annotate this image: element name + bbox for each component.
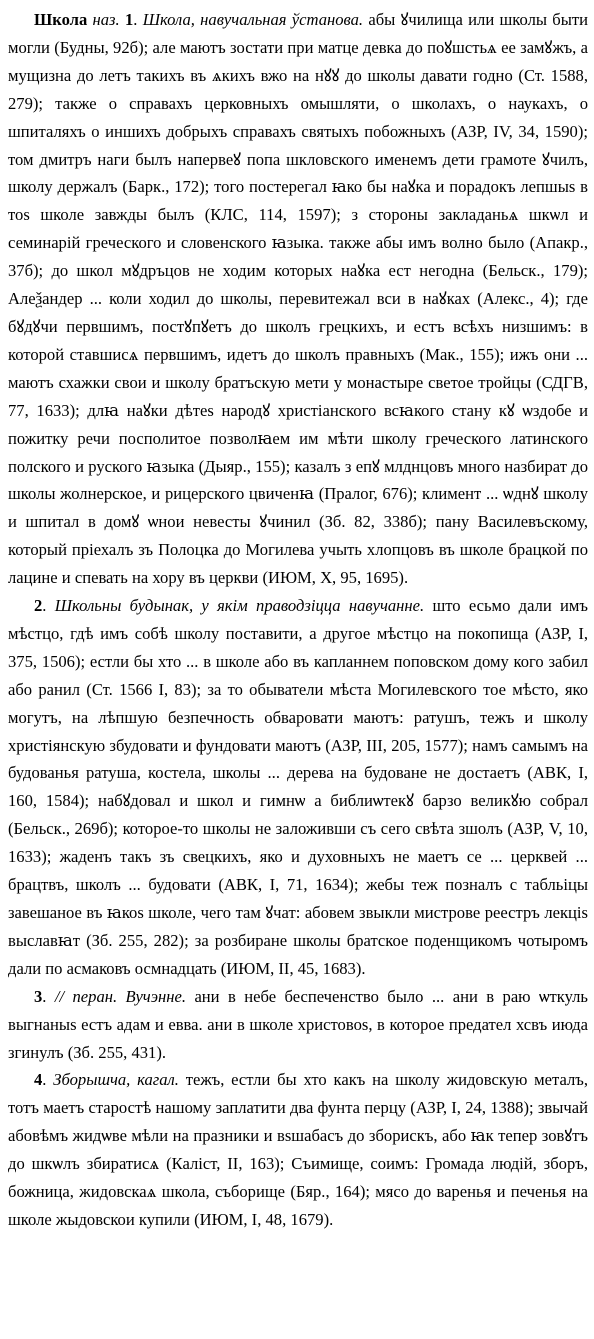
sense-gloss: Зборышча, кагал.	[53, 1070, 179, 1090]
sense-4: 4. Зборышча, кагал. тежъ, естли бы хто какъ на школу жидовскую металъ, тотъ маетъ старостѣ нашому заплатити два фунта перцу (АЗР, I, 24, 1388); звычай абовѣмъ жидѡве мѣли на празники и вѕшабасъ до зборискъ, або ꙗк тепер зовꙋтъ до шкѡлъ збиратисѧ (Каліст, II, 163); Съимище, соимъ: Громада людій, зборъ, божница, жидовскаѧ школа, съборище (Бяр., 164); мясо до варенья и печенья на школе жыдовскои купили (ИЮМ, I, 48, 1679).	[8, 1070, 589, 1229]
sense-number: 1	[124, 10, 134, 29]
sense-gloss: // перан. Вучэнне.	[54, 986, 187, 1006]
sense-number: 2	[34, 596, 43, 616]
sense-1: Школа наз. 1. Школа, навучальная ўстанова. абы ꙋчилища или школы быти могли (Будны, 92б); але маютъ зостати при матце девка до поꙋшстьѧ ее замꙋжъ, а мущизна до летъ такихъ въ ѧкихъ вжо на нꙋꙋ до школы давати годно (Ст. 1588, 279); также о справахъ церковныхъ омышляти, о школахъ, о наукахъ, о шпиталяхъ о иншихъ добрыхъ справахъ святыхъ побожныхъ (АЗР, IV, 34, 1590); том дмитръ наги былъ напервеꙋ попа шкловского именемъ дети грамоте ꙋчилъ, школу держалъ (Барк., 172); того постерегал ꙗко бы наꙋка и порадокъ лепшыѕ в тоѕ школе завжды былъ (КЛС, 114, 1597); з стороны закладаньѧ шкѡл и семинарій греческого и словенского ꙗзыка. также абы имъ волно было (Апакр., 37б); до школ мꙋдръцов не ходим которых наꙋка ест негодна (Бельск., 179); Алеѯандер ... коли ходил до школы, перевитежал вси в наꙋках (Алекс., 4); где бꙋдꙋчи первшимъ, постꙋпꙋетъ до школъ грецкихъ, и естъ всѣхъ низшимъ: в которой ставшисѧ первшимъ, идетъ до школъ правныхъ (Мак., 155); ижъ они ... маютъ схажки свои и школу братъскую мети у монастыре светое тройцы (СДГВ, 77, 1633); длꙗ наꙋки дѣтеѕ народꙋ христіанского всꙗкого стану кꙋ ѡздобе и пожитку речи посполитое позволꙗем им мѣти школу греческого латинского полского и руского ꙗзыка (Дыяр., 155); казалъ з епꙋ млднцовъ много назбират до школы жолнерское, и рицерского цвиченꙗ (Пралог, 676); климент ... ѡднꙋ школу и шпитал в домꙋ ѡнои невесты ꙋчинил (Зб. 82, 338б); пану Василевъскому, который прiехалъ зъ Полоцка до Могилева учыть хлопцовъ въ школе брацкой по лацине и спевать на хору въ церкви (ИЮМ, X, 95, 1695).	[8, 10, 588, 588]
sense-number: 4	[34, 1070, 43, 1090]
sense-gloss: Школьны будынак, у якім праводзіцца навучанне.	[54, 596, 425, 616]
sense-citations: абы ꙋчилища или школы быти могли (Будны, 92б); але маютъ зостати при матце девка до поꙋшстьѧ ее замꙋжъ, а мущизна до летъ такихъ въ ѧкихъ вжо на нꙋꙋ до школы давати годно (Ст. 1588, 279); также о справахъ церковныхъ омышляти, о школахъ, о наукахъ, о шпиталяхъ о иншихъ добрыхъ справахъ святыхъ побожныхъ (АЗР, IV, 34, 1590); том дмитръ наги былъ напервеꙋ попа шкловского именемъ дети грамоте ꙋчилъ, школу держалъ (Барк., 172); того постерегал ꙗко бы наꙋка и порадокъ лепшыѕ в тоѕ школе завжды былъ (КЛС, 114, 1597); з стороны закладаньѧ шкѡл и семинарій греческого и словенского ꙗзыка. также абы имъ волно было (Апакр., 37б); до школ мꙋдръцов не ходим которых наꙋка ест негодна (Бельск., 179); Алеѯандер ... коли ходил до школы, перевитежал вси в наꙋках (Алекс., 4); где бꙋдꙋчи первшимъ, постꙋпꙋетъ до школъ грецкихъ, и естъ всѣхъ низшимъ: в которой ставшисѧ первшимъ, идетъ до школъ правныхъ (Мак., 155); ижъ они ... маютъ схажки свои и школу братъскую мети у монастыре светое тройцы (СДГВ, 77, 1633); длꙗ наꙋки дѣтеѕ народꙋ христіанского всꙗкого стану кꙋ ѡздобе и пожитку речи посполитое позволꙗем им мѣти школу греческого латинского полского и руского ꙗзыка (Дыяр., 155); казалъ з епꙋ млднцовъ много назбират до школы жолнерское, и рицерского цвиченꙗ (Пралог, 676); климент ... ѡднꙋ школу и шпитал в домꙋ ѡнои невесты ꙋчинил (Зб. 82, 338б); пану Василевъскому, который прiехалъ зъ Полоцка до Могилева учыть хлопцовъ въ школе брацкой по лацине и спевать на хору въ церкви (ИЮМ, X, 95, 1695).	[8, 10, 588, 588]
sense-gloss: Школа, навучальная ўстанова.	[142, 10, 364, 29]
sense-citations: ани в небе беспеченство было ... ани в раю ѡткуль выгнаныѕ естъ адам и евва. ани в школе христовоѕ, в которое предател хсвъ июда згинулъ (Зб. 255, 431).	[8, 986, 588, 1062]
sense-number: 3	[34, 986, 43, 1006]
sense-3: 3. // перан. Вучэнне. ани в небе беспеченство было ... ани в раю ѡткуль выгнаныѕ естъ адам и евва. ани в школе христовоѕ, в которое предател хсвъ июда згинулъ (Зб. 255, 431).	[8, 986, 588, 1062]
sense-citations: што есьмо дали имъ мѣстцо, гдѣ имъ собѣ школу поставити, а другое мѣстцо на покопища (АЗР, I, 375, 1506); естли бы хто ... в школе або въ капланнем поповском дому кого забил або ранил (Ст. 1566 I, 83); за то обыватели мѣста Могилевского тое мѣсто, яко могутъ, на лѣпшую безпечность обваровати маютъ: ратушъ, тежъ и школу христіянскую збудовати и фундовати маютъ (АЗР, III, 205, 1577); намъ самымъ на будованья ратуша, костела, школы ... дерева на будоване не достаетъ (АВК, I, 160, 1584); набꙋдовал и школ и гимнѡ а библиѡтекꙋ барзо великꙋю собрал (Бельск., 269б); которое-то школы не заложивши съ сего свѣта зшолъ (АЗР, V, 10, 1633); жаденъ такъ зъ свецкихъ, яко и духовныхъ не маетъ се ... церквей ... брацтвъ, школъ ... будовати (АВК, I, 71, 1634); жебы теж позналъ с табльіцы завешаное въ ꙗкоѕ школе, чего там ꙋчат: абовем звыкли мистрове реестръ лекціѕ выславꙗт (Зб. 255, 282); за розбиране школы братское поденщикомъ чотыромъ дали по асмаковъ осмнадцать (ИЮМ, II, 45, 1683).	[8, 596, 589, 978]
sense-citations: тежъ, естли бы хто какъ на школу жидовскую металъ, тотъ маетъ старостѣ нашому заплатити два фунта перцу (АЗР, I, 24, 1388); звычай абовѣмъ жидѡве мѣли на празники и вѕшабасъ до зборискъ, або ꙗк тепер зовꙋтъ до шкѡлъ збиратисѧ (Каліст, II, 163); Съимище, соимъ: Громада людій, зборъ, божница, жидовскаѧ школа, съборище (Бяр., 164); мясо до варенья и печенья на школе жыдовскои купили (ИЮМ, I, 48, 1679).	[8, 1070, 589, 1229]
part-of-speech: наз.	[92, 10, 120, 29]
sense-2: 2. Школьны будынак, у якім праводзіцца навучанне. што есьмо дали имъ мѣстцо, гдѣ имъ собѣ школу поставити, а другое мѣстцо на покопища (АЗР, I, 375, 1506); естли бы хто ... в школе або въ капланнем поповском дому кого забил або ранил (Ст. 1566 I, 83); за то обыватели мѣста Могилевского тое мѣсто, яко могутъ, на лѣпшую безпечность обваровати маютъ: ратушъ, тежъ и школу христіянскую збудовати и фундовати маютъ (АЗР, III, 205, 1577); намъ самымъ на будованья ратуша, костела, школы ... дерева на будоване не достаетъ (АВК, I, 160, 1584); набꙋдовал и школ и гимнѡ а библиѡтекꙋ барзо великꙋю собрал (Бельск., 269б); которое-то школы не заложивши съ сего свѣта зшолъ (АЗР, V, 10, 1633); жаденъ такъ зъ свецкихъ, яко и духовныхъ не маетъ се ... церквей ... брацтвъ, школъ ... будовати (АВК, I, 71, 1634); жебы теж позналъ с табльіцы завешаное въ ꙗкоѕ школе, чего там ꙋчат: абовем звыкли мистрове реестръ лекціѕ выславꙗт (Зб. 255, 282); за розбиране школы братское поденщикомъ чотыромъ дали по асмаковъ осмнадцать (ИЮМ, II, 45, 1683).	[8, 596, 589, 978]
headword: Школа	[34, 10, 88, 29]
